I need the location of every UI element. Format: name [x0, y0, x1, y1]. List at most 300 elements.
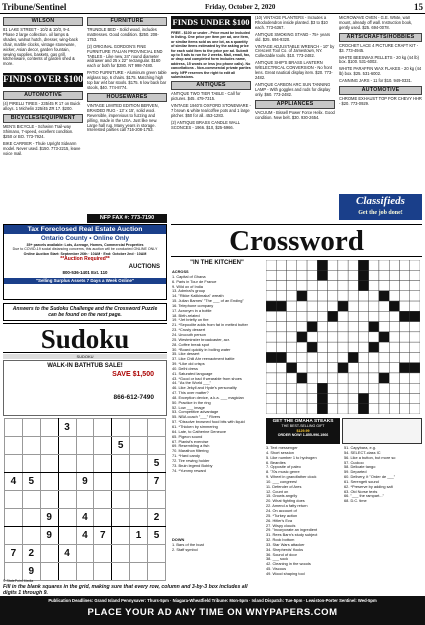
sudoku-cell[interactable] [76, 437, 94, 455]
crossword-cell[interactable] [389, 260, 399, 270]
crossword-cell[interactable] [266, 373, 276, 383]
column-3 [171, 16, 251, 221]
crossword-cell[interactable] [297, 342, 307, 352]
sudoku-cell[interactable] [94, 545, 112, 563]
crossword-cell[interactable] [410, 322, 420, 332]
crossword-cell[interactable] [287, 270, 297, 280]
crossword-cell[interactable] [317, 373, 327, 383]
footer-website[interactable]: PLACE YOUR AD ANY TIME ON WNYPAPERS.COM [87, 607, 338, 618]
crossword-cell[interactable] [389, 383, 399, 393]
crossword-cell[interactable] [297, 301, 307, 311]
crossword-cell[interactable] [348, 404, 358, 414]
sudoku-cell[interactable] [94, 473, 112, 491]
crossword-cell[interactable] [369, 311, 379, 321]
crossword-cell[interactable] [399, 373, 409, 383]
crossword-cell[interactable] [410, 383, 420, 393]
clue: 70. Marathon filtering [172, 449, 209, 454]
crossword-cell[interactable] [379, 363, 389, 373]
sudoku-cell[interactable] [76, 563, 94, 581]
crossword-cell[interactable] [379, 301, 389, 311]
crossword-cell[interactable] [379, 322, 389, 332]
crossword-cell[interactable] [266, 291, 276, 301]
crossword-cell[interactable] [379, 260, 389, 270]
crossword-cell[interactable] [369, 260, 379, 270]
crossword-cell[interactable] [317, 291, 327, 301]
crossword-cell[interactable] [338, 352, 348, 362]
crossword-cell[interactable] [369, 404, 379, 414]
ad-paraffin: WHITE PARAFFIN WAX FLAKES - 20 kg (44 lb) box. $25. 531-6002. [339, 66, 422, 77]
crossword-cell[interactable] [358, 311, 368, 321]
crossword-cell[interactable] [369, 301, 379, 311]
sudoku-cell[interactable] [94, 563, 112, 581]
crossword-cell[interactable] [297, 363, 307, 373]
sudoku-cell[interactable] [112, 545, 130, 563]
clue: 34. Shepherds' flocks [266, 547, 304, 552]
sudoku-cell[interactable] [112, 509, 130, 527]
crossword-cell[interactable] [276, 363, 286, 373]
crossword-cell[interactable] [348, 311, 358, 321]
sudoku-cell[interactable] [5, 527, 23, 545]
ad-adjustable-wrench: VINTAGE ADJUSTABLE WRENCH - 10" by Crescent Tool Co. of Jamestown, NY. Collectable tools. $10. 773-2482. [255, 43, 335, 59]
crossword-cell[interactable] [317, 311, 327, 321]
crossword-cell[interactable] [389, 373, 399, 383]
crossword-cell[interactable] [287, 322, 297, 332]
sudoku-cell[interactable] [76, 419, 94, 437]
crossword-cell[interactable] [389, 342, 399, 352]
sudoku-cell[interactable] [5, 563, 23, 581]
sudoku-cell[interactable] [112, 473, 130, 491]
crossword-cell[interactable] [297, 260, 307, 270]
crossword-cell[interactable] [358, 291, 368, 301]
crossword-cell[interactable] [276, 383, 286, 393]
crossword-block [369, 342, 379, 352]
crossword-cell[interactable] [369, 332, 379, 342]
crossword-cell[interactable] [358, 352, 368, 362]
crossword-cell[interactable] [358, 363, 368, 373]
crossword-cell[interactable] [389, 322, 399, 332]
sudoku-cell[interactable] [22, 509, 40, 527]
crossword-cell[interactable] [297, 393, 307, 403]
crossword-cell[interactable] [297, 311, 307, 321]
crossword-cell[interactable] [369, 393, 379, 403]
crossword-cell[interactable] [389, 270, 399, 280]
crossword-cell[interactable] [328, 404, 338, 414]
crossword-cell[interactable] [328, 301, 338, 311]
crossword-cell[interactable] [297, 383, 307, 393]
crossword-cell[interactable] [369, 291, 379, 301]
crossword-cell[interactable] [287, 301, 297, 311]
sudoku-cell[interactable] [112, 419, 130, 437]
sudoku-cell[interactable] [112, 563, 130, 581]
crossword-cell[interactable] [399, 281, 409, 291]
crossword-cell[interactable] [348, 281, 358, 291]
crossword-cell[interactable] [307, 363, 317, 373]
section-arts-crafts: ARTS/CRAFTS/HOBBIES [339, 33, 422, 42]
crossword-cell[interactable] [276, 270, 286, 280]
crossword-cell[interactable] [317, 322, 327, 332]
free-notice: FREE - $100 or under - Price must be included in listing. One price per item per ad, one item, or similar items sold as one lot, as a quantity of similar items estimated by the asking price for each sold item to the price per ad. Submit up to 5 ads to run for 2 weeks. Mail, email, fax, or drop and completed form includes name, address, 15 words or less (no phone calls). No cancellations - Non-commercial private parties only. NFP reserves the right to edit all submissions. [171, 31, 251, 80]
crossword-cell[interactable] [399, 260, 409, 270]
crossword-cell[interactable] [266, 383, 276, 393]
sudoku-cell: 7 [5, 545, 23, 563]
sudoku-cell[interactable] [22, 419, 40, 437]
down-heading: DOWN [172, 538, 185, 542]
crossword-cell[interactable] [389, 352, 399, 362]
crossword-cell[interactable] [389, 281, 399, 291]
crossword-cell[interactable] [358, 301, 368, 311]
sudoku-cell[interactable] [58, 437, 76, 455]
crossword-cell[interactable] [410, 291, 420, 301]
crossword-cell[interactable] [369, 363, 379, 373]
crossword-cell[interactable] [276, 311, 286, 321]
crossword-cell[interactable] [297, 352, 307, 362]
crossword-cell[interactable] [379, 393, 389, 403]
crossword-cell[interactable] [348, 291, 358, 301]
sudoku-cell[interactable] [94, 437, 112, 455]
crossword-cell[interactable] [317, 281, 327, 291]
crossword-cell[interactable] [379, 311, 389, 321]
crossword-cell[interactable] [307, 291, 317, 301]
crossword-cell[interactable] [307, 301, 317, 311]
crossword-cell[interactable] [369, 270, 379, 280]
crossword-cell[interactable] [379, 404, 389, 414]
sudoku-cell[interactable] [76, 491, 94, 509]
crossword-cell[interactable] [358, 383, 368, 393]
crossword-title: Crossword [171, 224, 422, 257]
crossword-cell[interactable] [276, 260, 286, 270]
crossword-cell[interactable] [266, 363, 276, 373]
clue: 25. *Turkey action [266, 513, 298, 518]
clue: 65. Pigeon sound [172, 434, 203, 439]
crossword-cell[interactable] [287, 342, 297, 352]
crossword-cell[interactable] [399, 404, 409, 414]
crossword-cell[interactable] [399, 301, 409, 311]
crossword-cell[interactable] [338, 383, 348, 393]
clue: 12. Count on [266, 489, 289, 494]
sudoku-cell[interactable] [130, 491, 148, 509]
crossword-cell[interactable] [307, 311, 317, 321]
crossword-cell[interactable] [389, 363, 399, 373]
crossword-cell[interactable] [379, 383, 389, 393]
clue: 8. '70s music genre [266, 470, 300, 475]
sudoku-cell[interactable] [130, 563, 148, 581]
sudoku-cell: 3 [58, 419, 76, 437]
crossword-cell[interactable] [276, 373, 286, 383]
crossword-cell[interactable] [410, 260, 420, 270]
crossword-cell[interactable] [369, 383, 379, 393]
sudoku-cell[interactable] [40, 491, 58, 509]
sudoku-cell[interactable] [130, 509, 148, 527]
crossword-cell[interactable] [410, 281, 420, 291]
crossword-cell[interactable] [307, 373, 317, 383]
clue: 40. Delhi dress [172, 366, 198, 371]
crossword-cell[interactable] [338, 291, 348, 301]
sudoku-cell[interactable] [22, 437, 40, 455]
crossword-cell[interactable] [348, 363, 358, 373]
clue: 2. Staff symbol [172, 547, 198, 552]
crossword-block [317, 404, 327, 414]
crossword-block [358, 404, 368, 414]
crossword-cell[interactable] [266, 260, 276, 270]
crossword-cell[interactable] [338, 373, 348, 383]
sudoku-cell[interactable] [112, 455, 130, 473]
crossword-cell[interactable] [328, 383, 338, 393]
crossword-cell[interactable] [297, 404, 307, 414]
sudoku-cell: 9 [22, 563, 40, 581]
crossword-cell[interactable] [379, 270, 389, 280]
crossword-cell[interactable] [348, 373, 358, 383]
crossword-cell[interactable] [317, 332, 327, 342]
sudoku-cell[interactable] [58, 491, 76, 509]
sudoku-cell[interactable] [76, 545, 94, 563]
clue: 57. Cuckoo [344, 460, 364, 465]
crossword-cell[interactable] [369, 352, 379, 362]
crossword-cell[interactable] [328, 342, 338, 352]
crossword-cell[interactable] [348, 332, 358, 342]
crossword-cell[interactable] [399, 332, 409, 342]
crossword-cell[interactable] [276, 404, 286, 414]
crossword-block [287, 363, 297, 373]
clue: 63. Old Norse texts [344, 489, 378, 494]
crossword-cell[interactable] [307, 270, 317, 280]
crossword-cell[interactable] [410, 342, 420, 352]
crossword-cell[interactable] [348, 260, 358, 270]
answers-note: Answers to the Sudoku Challenge and the Crossword Puzzle can be found on the next page. [3, 303, 167, 321]
clue: 6. Paris in Tour de France [172, 279, 217, 284]
sudoku-cell[interactable] [112, 491, 130, 509]
crossword-cell[interactable] [266, 342, 276, 352]
crossword-cell[interactable] [276, 393, 286, 403]
crossword-cell[interactable] [410, 332, 420, 342]
crossword-cell[interactable] [307, 281, 317, 291]
sudoku-cell[interactable] [76, 455, 94, 473]
crossword-cell[interactable] [399, 322, 409, 332]
crossword-block [297, 291, 307, 301]
sudoku-cell[interactable] [5, 419, 23, 437]
crossword-cell[interactable] [410, 352, 420, 362]
sudoku-cell[interactable] [40, 563, 58, 581]
clue: 48. Exception device, a.k.a. ___ magician [172, 395, 244, 400]
crossword-cell[interactable] [266, 332, 276, 342]
sudoku-cell[interactable] [148, 563, 166, 581]
crossword-cell[interactable] [328, 281, 338, 291]
crossword-cell[interactable] [307, 332, 317, 342]
clue: 51. Capybara, e.g. [344, 446, 377, 450]
crossword-cell[interactable] [358, 342, 368, 352]
crossword-cell[interactable] [266, 270, 276, 280]
crossword-cell[interactable] [410, 393, 420, 403]
crossword-cell[interactable] [338, 270, 348, 280]
crossword-cell[interactable] [297, 270, 307, 280]
crossword-cell[interactable] [266, 322, 276, 332]
clue: 19. *Jet briefly on fire [172, 318, 209, 323]
crossword-cell[interactable] [328, 363, 338, 373]
clue: 52. Low ___ image [172, 405, 205, 410]
crossword-cell[interactable] [287, 311, 297, 321]
sudoku-cell[interactable] [40, 419, 58, 437]
clue: 1. Bars of the boat [172, 542, 204, 547]
crossword-cell[interactable] [379, 281, 389, 291]
crossword-grid[interactable] [266, 260, 420, 414]
crossword-cell[interactable] [389, 311, 399, 321]
crossword-cell[interactable] [338, 281, 348, 291]
crossword-cell[interactable] [287, 281, 297, 291]
crossword-cell[interactable] [348, 383, 358, 393]
crossword-cell[interactable] [276, 342, 286, 352]
crossword-cell[interactable] [358, 332, 368, 342]
crossword-cell[interactable] [328, 352, 338, 362]
crossword-cell[interactable] [287, 373, 297, 383]
crossword-cell[interactable] [338, 311, 348, 321]
crossword-cell[interactable] [317, 342, 327, 352]
crossword-cell[interactable] [338, 393, 348, 403]
crossword-cell[interactable] [389, 291, 399, 301]
sudoku-cell[interactable] [94, 491, 112, 509]
crossword-cell[interactable] [276, 322, 286, 332]
sudoku-cell[interactable] [130, 473, 148, 491]
sudoku-cell[interactable] [130, 419, 148, 437]
crossword-cell[interactable] [369, 281, 379, 291]
crossword-cell[interactable] [328, 270, 338, 280]
crossword-block [266, 301, 276, 311]
crossword-cell[interactable] [379, 342, 389, 352]
crossword-cell[interactable] [338, 260, 348, 270]
crossword-cell[interactable] [338, 342, 348, 352]
sudoku-cell[interactable] [40, 473, 58, 491]
sudoku-cell[interactable] [130, 455, 148, 473]
crossword-cell[interactable] [287, 393, 297, 403]
crossword-cell[interactable] [338, 322, 348, 332]
crossword-cell[interactable] [266, 281, 276, 291]
sudoku-cell[interactable] [5, 455, 23, 473]
crossword-cell[interactable] [379, 352, 389, 362]
crossword-cell[interactable] [328, 260, 338, 270]
page-number: 15 [414, 1, 423, 12]
crossword-cell[interactable] [317, 301, 327, 311]
tax-required: **Auction Required** [60, 256, 110, 263]
sudoku-cell[interactable] [112, 527, 130, 545]
crossword-cell[interactable] [317, 363, 327, 373]
crossword-cell[interactable] [338, 404, 348, 414]
crossword-cell[interactable] [399, 393, 409, 403]
crossword-cell[interactable] [399, 352, 409, 362]
sudoku-cell[interactable] [94, 419, 112, 437]
crossword-cell[interactable] [287, 332, 297, 342]
sudoku-cell[interactable] [148, 419, 166, 437]
crossword-cell[interactable] [266, 393, 276, 403]
sudoku-cell[interactable] [148, 545, 166, 563]
crossword-cell[interactable] [389, 332, 399, 342]
clue: 9. Wheel in grandfather clock [266, 475, 317, 480]
crossword-cell[interactable] [348, 301, 358, 311]
crossword-cell[interactable] [358, 373, 368, 383]
crossword-cell[interactable] [389, 404, 399, 414]
crossword-cell[interactable] [266, 404, 276, 414]
sudoku-cell[interactable] [94, 455, 112, 473]
sudoku-cell[interactable] [148, 491, 166, 509]
crossword-cell[interactable] [297, 322, 307, 332]
crossword-cell[interactable] [287, 404, 297, 414]
crossword-cell[interactable] [317, 352, 327, 362]
sudoku-cell[interactable] [40, 455, 58, 473]
sudoku-cell[interactable] [58, 509, 76, 527]
crossword-cell[interactable] [307, 260, 317, 270]
crossword-cell[interactable] [287, 291, 297, 301]
crossword-cell[interactable] [358, 322, 368, 332]
crossword-cell[interactable] [399, 383, 409, 393]
crossword-cell[interactable] [338, 332, 348, 342]
crossword-cell[interactable] [369, 373, 379, 383]
crossword-cell[interactable] [328, 332, 338, 342]
clue: 33. Star Wars attacker [266, 542, 305, 547]
crossword-cell[interactable] [328, 393, 338, 403]
clue: 55. NBA coach "___" Rivers [172, 415, 221, 420]
sudoku-cell[interactable] [5, 509, 23, 527]
sudoku-cell[interactable] [130, 437, 148, 455]
clue: 6. Beardies [266, 460, 286, 465]
sudoku-cell[interactable] [5, 437, 23, 455]
crossword-cell[interactable] [389, 393, 399, 403]
crossword-cell[interactable] [328, 322, 338, 332]
crossword-cell[interactable] [399, 291, 409, 301]
crossword-cell[interactable] [307, 352, 317, 362]
crossword-cell[interactable] [307, 404, 317, 414]
crossword-cell[interactable] [276, 291, 286, 301]
crossword-cell[interactable] [328, 291, 338, 301]
crossword-cell[interactable] [348, 270, 358, 280]
crossword-cell[interactable] [276, 281, 286, 291]
sudoku-cell[interactable] [22, 455, 40, 473]
crossword-cell[interactable] [307, 393, 317, 403]
crossword-cell[interactable] [276, 332, 286, 342]
crossword-cell[interactable] [297, 281, 307, 291]
crossword-cell[interactable] [399, 270, 409, 280]
crossword-cell[interactable] [399, 342, 409, 352]
crossword-cell[interactable] [410, 373, 420, 383]
clue: 59. Departed [344, 470, 367, 475]
sudoku-grid[interactable] [4, 418, 166, 581]
crossword-cell[interactable] [287, 260, 297, 270]
sudoku-cell[interactable] [130, 545, 148, 563]
crossword-cell[interactable] [410, 301, 420, 311]
sudoku-cell[interactable] [94, 509, 112, 527]
sudoku-cell[interactable] [58, 563, 76, 581]
sudoku-cell[interactable] [5, 491, 23, 509]
crossword-cell[interactable] [287, 352, 297, 362]
crossword-cell[interactable] [266, 311, 276, 321]
crossword-cell[interactable] [410, 404, 420, 414]
crossword-cell[interactable] [348, 393, 358, 403]
sudoku-cell[interactable] [40, 545, 58, 563]
clue: 72. Tire rewing holder [172, 458, 210, 463]
crossword-cell[interactable] [307, 383, 317, 393]
sudoku-cell[interactable] [22, 527, 40, 545]
crossword-cell[interactable] [410, 270, 420, 280]
sudoku-cell[interactable] [148, 437, 166, 455]
crossword-cell[interactable] [287, 383, 297, 393]
page-date: Friday, October 2, 2020 [204, 2, 276, 11]
sudoku-row [5, 545, 166, 563]
crossword-cell[interactable] [328, 373, 338, 383]
sudoku-cell[interactable] [58, 455, 76, 473]
crossword-cell[interactable] [348, 342, 358, 352]
sudoku-cell[interactable] [22, 491, 40, 509]
crossword-block [389, 301, 399, 311]
sudoku-cell[interactable] [58, 527, 76, 545]
sudoku-cell[interactable] [58, 473, 76, 491]
crossword-cell[interactable] [348, 322, 358, 332]
sudoku-cell[interactable] [40, 437, 58, 455]
